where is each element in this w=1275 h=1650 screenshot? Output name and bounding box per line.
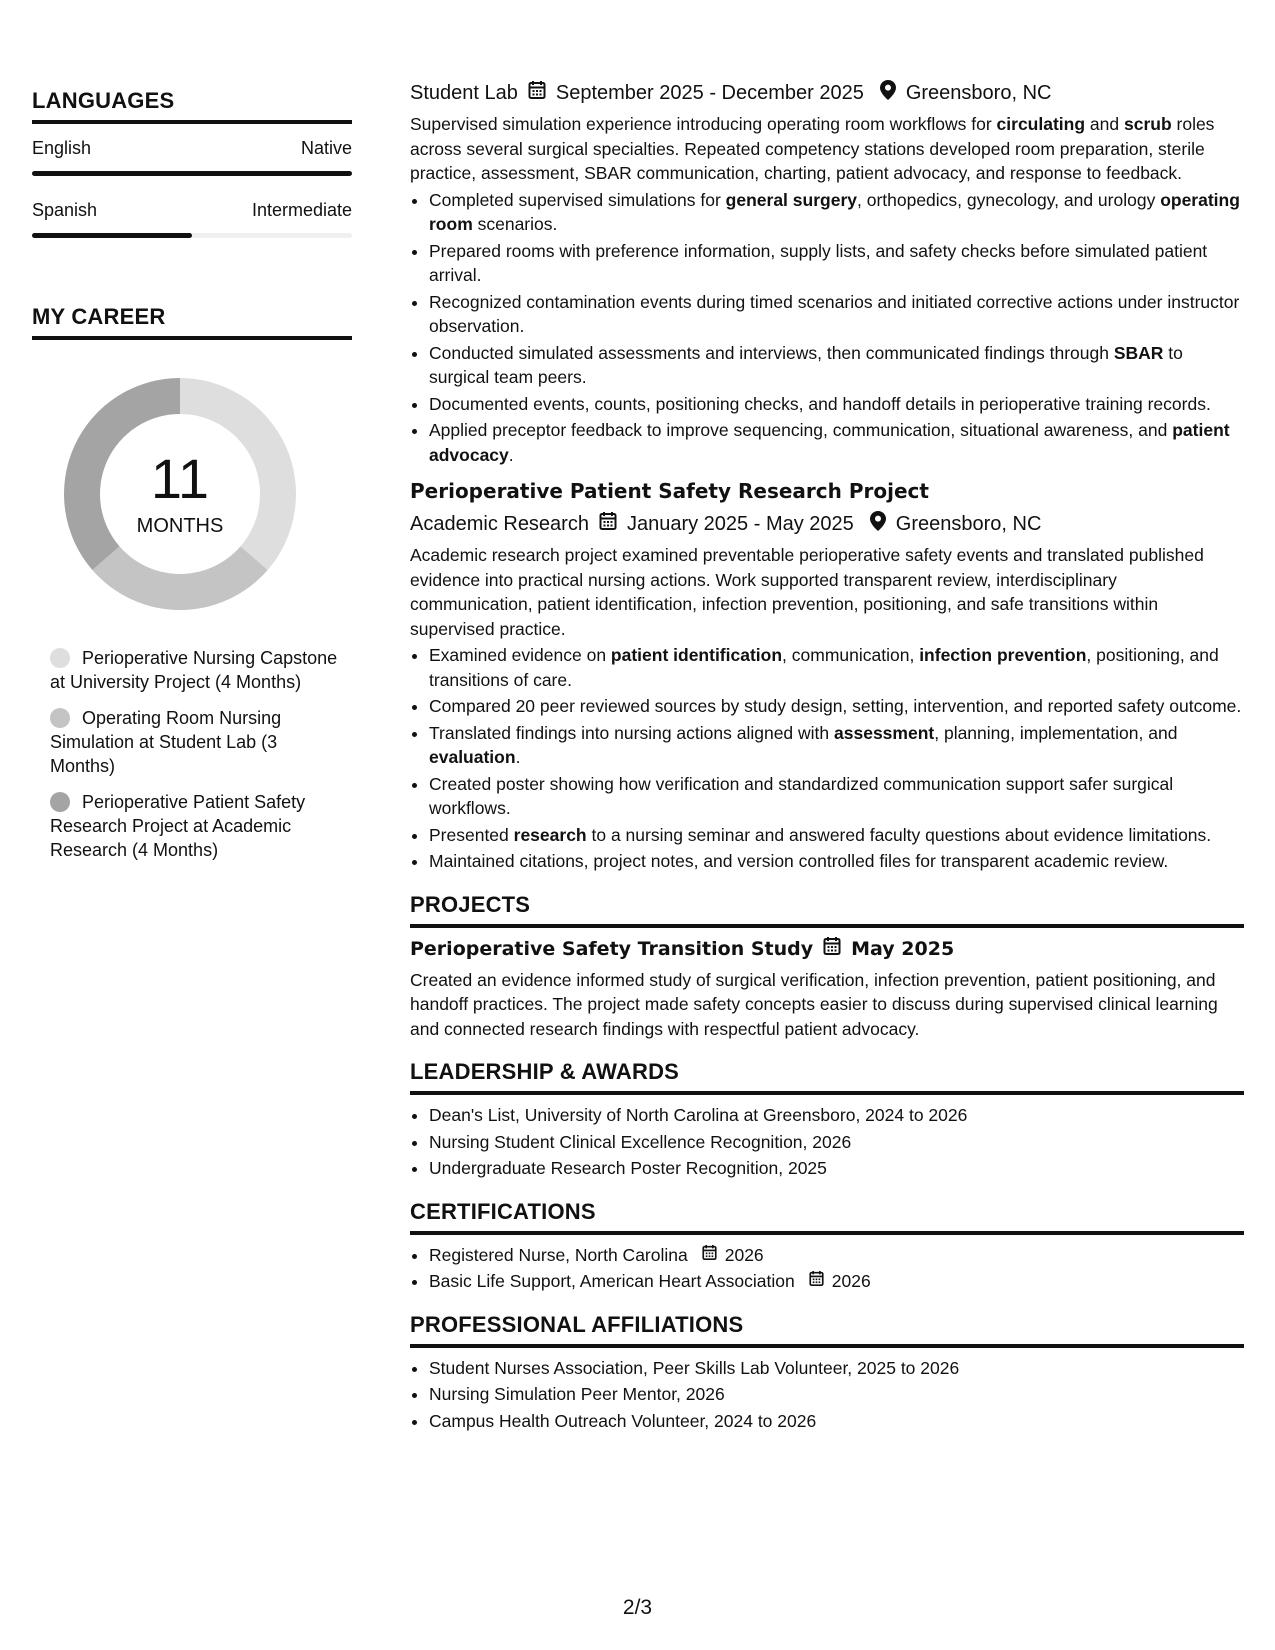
bold-run: research	[513, 824, 587, 845]
cert-year: 2026	[724, 1244, 764, 1265]
text-run: Supervised simulation experience introducing operating room workflows for	[410, 114, 997, 134]
certifications-section	[410, 1199, 1244, 1294]
experience-title: Perioperative Patient Safety Research Project	[410, 479, 929, 503]
bold-run: scrub	[1123, 114, 1172, 134]
calendar-icon	[823, 936, 841, 962]
list-item	[429, 1243, 1244, 1268]
language-proficiency-bar	[32, 171, 352, 176]
text-run: , planning, implementation, and	[934, 722, 1178, 743]
experience-description: Academic research project examined preventable perioperative safety events and translated published evidence into practical nursing actions. Work supported transparent review, interdisciplinary communication, patient identification, infection prevention, positioning, and safe transitions within supervised practice.	[410, 545, 1204, 639]
text-run: and	[1085, 114, 1124, 134]
bullet-item: • Created poster showing how verification and standardized communication support safer surgical workflows.	[429, 772, 1244, 821]
list-item: • Undergraduate Research Poster Recognition, 2025	[429, 1156, 1244, 1181]
bullet-item	[429, 721, 1244, 770]
bullet-item	[429, 823, 1244, 848]
experience-meta	[410, 80, 1244, 106]
legend-label: Perioperative Nursing Capstone at University Project (4 Months)	[50, 648, 338, 692]
bold-run: infection prevention	[919, 645, 1087, 665]
career-legend	[50, 646, 340, 862]
sidebar	[32, 88, 352, 874]
text-run: Examined evidence on	[429, 645, 611, 665]
bullet-item: • Compared 20 peer reviewed sources by study design, setting, intervention, and reported safety outcome.	[429, 694, 1244, 719]
language-proficiency-fill	[32, 171, 352, 176]
cert-name: • Basic Life Support, American Heart Association	[429, 1271, 795, 1291]
bold-run: circulating	[996, 114, 1086, 134]
list-item: • Dean's List, University of North Carolina at Greensboro, 2024 to 2026	[429, 1103, 1244, 1128]
legend-item	[50, 646, 340, 694]
language-level: Intermediate	[251, 200, 352, 220]
experience-meta	[410, 511, 1244, 537]
experience-bullets	[410, 188, 1244, 468]
text-run: , positioning, and transitions of care.	[429, 645, 1219, 690]
language-spanish	[32, 200, 352, 238]
projects-section	[410, 892, 1244, 1042]
text-run: roles across several surgical specialties. Repeated competency stations developed room preparation, sterile practice, assessment, SBAR communication, charting, patient advocacy, and response to feedback.	[410, 114, 1215, 183]
bullet-item	[429, 188, 1244, 237]
affiliations-heading: PROFESSIONAL AFFILIATIONS	[410, 1312, 1244, 1348]
experience-org: Student Lab	[410, 81, 518, 104]
bullet-item	[429, 418, 1244, 467]
language-name: Spanish	[32, 200, 98, 220]
language-english	[32, 138, 352, 176]
list-item	[429, 1269, 1244, 1294]
certifications-list	[410, 1243, 1244, 1294]
text-run: .	[508, 444, 514, 465]
bold-run: SBAR	[1113, 342, 1164, 363]
experience-dates: September 2025 - December 2025	[555, 81, 864, 104]
text-run: Applied preceptor feedback to improve sequencing, communication, situational awareness, and	[429, 420, 1173, 440]
bold-run: patient advocacy	[429, 420, 1230, 465]
project-date: May 2025	[851, 937, 955, 960]
experience-dates: January 2025 - May 2025	[626, 512, 854, 535]
career-total-months: 11	[150, 446, 210, 510]
main-content	[410, 80, 1244, 1435]
text-run: to a nursing seminar and answered faculty questions about evidence limitations.	[586, 824, 1212, 845]
cert-year: 2026	[831, 1271, 871, 1291]
project-description: Created an evidence informed study of surgical verification, infection prevention, patient positioning, and handoff practices. The project made safety concepts easier to discuss during supervised clinical learning and connected research findings with respectful patient advocacy.	[410, 969, 1218, 1039]
text-run: to surgical team peers.	[429, 342, 1183, 387]
experience-org: Academic Research	[410, 512, 589, 535]
bullet-item: • Recognized contamination events during timed scenarios and initiated corrective actions under instructor observation.	[429, 290, 1244, 339]
bold-run: evaluation	[429, 747, 516, 767]
experience-research-project	[410, 479, 1244, 874]
list-item: • Nursing Simulation Peer Mentor, 2026	[429, 1382, 1244, 1407]
experience-student-lab	[410, 80, 1244, 467]
projects-heading: PROJECTS	[410, 892, 1244, 928]
project-title: Perioperative Safety Transition Study	[410, 937, 814, 960]
list-item: • Student Nurses Association, Peer Skills Lab Volunteer, 2025 to 2026	[429, 1356, 1244, 1381]
text-run: Conducted simulated assessments and interviews, then communicated findings through	[429, 342, 1114, 363]
bullet-item: • Maintained citations, project notes, and version controlled files for transparent academic review.	[429, 849, 1244, 874]
languages-heading: LANGUAGES	[32, 88, 352, 124]
calendar-icon	[809, 1269, 824, 1294]
list-item: • Nursing Student Clinical Excellence Recognition, 2026	[429, 1130, 1244, 1155]
certifications-heading: CERTIFICATIONS	[410, 1199, 1244, 1235]
language-proficiency-fill	[32, 233, 192, 238]
legend-dot	[50, 648, 70, 668]
experience-description	[410, 112, 1244, 186]
experience-bullets	[410, 643, 1244, 874]
language-name: English	[32, 138, 92, 158]
leadership-heading: LEADERSHIP & AWARDS	[410, 1059, 1244, 1095]
location-pin-icon	[870, 511, 886, 537]
bold-run: general surgery	[725, 189, 857, 210]
text-run: scenarios.	[472, 214, 558, 234]
career-total-unit: MONTHS	[136, 514, 224, 537]
experience-location: Greensboro, NC	[905, 81, 1052, 104]
text-run: Translated findings into nursing actions aligned with	[429, 722, 835, 743]
calendar-icon	[702, 1243, 717, 1268]
bullet-item: • Documented events, counts, positioning checks, and handoff details in perioperative training records.	[429, 392, 1244, 417]
career-heading: MY CAREER	[32, 304, 352, 340]
career-donut-chart	[64, 378, 296, 610]
bold-run: assessment	[834, 722, 935, 743]
bold-run: operating room	[429, 189, 1240, 234]
bullet-item	[429, 341, 1244, 390]
bold-run: patient identification	[610, 645, 783, 665]
calendar-icon	[599, 511, 617, 537]
text-run: Completed supervised simulations for	[429, 189, 726, 210]
project-title-row	[410, 936, 1244, 962]
calendar-icon	[528, 80, 546, 106]
cert-name: • Registered Nurse, North Carolina	[429, 1244, 688, 1265]
legend-label: Perioperative Patient Safety Research Project at Academic Research (4 Months)	[50, 792, 306, 860]
affiliations-list	[410, 1356, 1244, 1434]
list-item: • Campus Health Outreach Volunteer, 2024 to 2026	[429, 1409, 1244, 1434]
language-proficiency-bar	[32, 233, 352, 238]
language-level: Native	[300, 138, 352, 158]
legend-item	[50, 706, 340, 778]
page-number: 2/3	[622, 1596, 653, 1619]
experience-location: Greensboro, NC	[895, 512, 1042, 535]
location-pin-icon	[880, 80, 896, 106]
bullet-item: • Prepared rooms with preference information, supply lists, and safety checks before simulated patient arrival.	[429, 239, 1244, 288]
legend-dot	[50, 708, 70, 728]
leadership-section	[410, 1059, 1244, 1181]
legend-dot	[50, 792, 70, 812]
leadership-list	[410, 1103, 1244, 1181]
text-run: , communication,	[782, 645, 920, 665]
text-run: .	[515, 747, 521, 767]
legend-label: Operating Room Nursing Simulation at Student Lab (3 Months)	[50, 708, 282, 776]
text-run: Presented	[429, 824, 514, 845]
affiliations-section	[410, 1312, 1244, 1434]
bullet-item	[429, 643, 1244, 692]
legend-item	[50, 790, 340, 862]
text-run: , orthopedics, gynecology, and urology	[856, 189, 1161, 210]
